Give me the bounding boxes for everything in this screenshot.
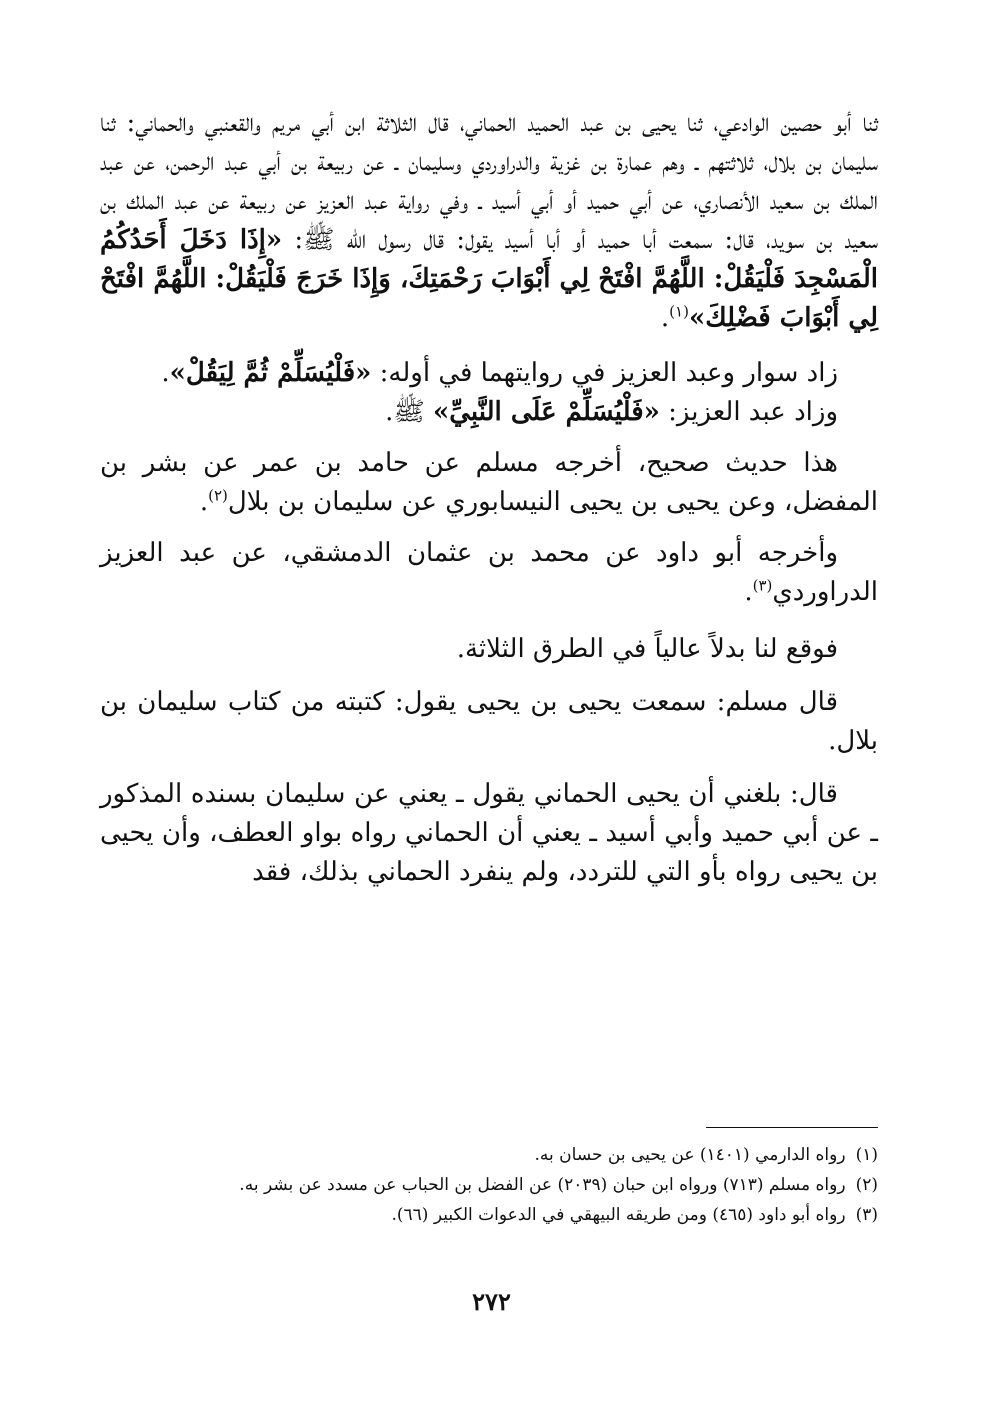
footnote-1 [100, 1140, 878, 1170]
hadith-text: «إِذَا دَخَلَ أَحَدُكُمُ الْمَسْجِدَ فَلْيَقُلْ: اللَّهُمَّ افْتَحْ لِي أَبْوَابَ رَحْمَتِكَ، وَإِذَا خَرَجَ فَلْيَقُلْ: اللَّهُمَّ افْتَحْ لِي أَبْوَابَ فَضْلِكَ» [100, 225, 878, 333]
p2-text: زاد سوار وعبد العزيز في روايتهما في أوله: [371, 358, 838, 388]
main-text [100, 104, 878, 892]
p4-period: . [199, 487, 209, 517]
p2-period: . [161, 358, 170, 388]
p3-quote: «فَلْيُسَلِّمْ عَلَى النَّبِيِّ» [433, 397, 660, 427]
isnad-text: ثنا أبو حصين الوادعي، ثنا يحيى بن عبد الحميد الحماني، قال الثلاثة ابن أبي مريم والقعنبي والحماني: ثنا سليمان بن بلال، ثلاثتهم ـ وهم عمارة بن غزية والدراوردي وسليمان ـ عن ربيعة بن أبي عبد الرحمن، عن عبد الملك بن سعيد الأنصاري، عن أبي حميد أو أبي أسيد ـ وفي رواية عبد العزيز عن ربيعة عن عبد الملك بن سعيد بن سويد، قال: سمعت أبا حميد أو أبا أسيد يقول: قال رسول الله ﷺ: [100, 108, 878, 255]
footnote-text: رواه مسلم (٧١٣) ورواه ابن حبان (٢٠٣٩) عن الفضل بن الحباب عن مسدد عن بشر به. [239, 1175, 846, 1195]
paragraph-grading [100, 444, 878, 522]
footnote-number: (١) [855, 1145, 878, 1165]
footnote-ref-1: (١) [669, 302, 689, 321]
p3-text: وزاد عبد العزيز: [659, 397, 838, 427]
footnote-text: رواه الدارمي (١٤٠١) عن يحيى بن حسان به. [534, 1145, 846, 1165]
footnote-number: (٢) [855, 1175, 878, 1195]
footnote-text: رواه أبو داود (٤٦٥) ومن طريقه البيهقي في الدعوات الكبير (٦٦). [391, 1205, 846, 1225]
p5-period: . [744, 577, 753, 607]
paragraph-abu-dawud [100, 534, 878, 612]
paragraph-conclusion: فوقع لنا بدلاً عالياً في الطرق الثلاثة. [456, 634, 838, 664]
paragraph-addition-abdulaziz [100, 393, 878, 432]
footnote-number: (٣) [855, 1205, 878, 1225]
footnote-2 [100, 1170, 878, 1200]
paragraph-commentary: قال: بلغني أن يحيى الحماني يقول ـ يعني عن سليمان بسنده المذكور ـ عن أبي حميد وأبي أسيد ـ يعني أن الحماني رواه بواو العطف، وأن يحيى بن يحيى رواه بأو التي للتردد، ولم ينفرد الحماني بذلك، فقد [100, 779, 878, 887]
footnote-3 [100, 1200, 878, 1230]
p4-text: هذا حديث صحيح، أخرجه مسلم عن حامد بن عمر عن بشر بن المفضل، وعن يحيى بن يحيى النيسابوري عن سليمان بن بلال [100, 448, 878, 517]
p2-quote: «فَلْيُسَلِّمْ ثُمَّ لِيَقُلْ» [169, 358, 372, 388]
p3-end: ﷺ. [385, 397, 434, 427]
footnotes [100, 1140, 878, 1230]
footnote-ref-3: (٣) [752, 576, 773, 595]
paragraph-isnad [100, 104, 878, 338]
footnote-ref-2: (٢) [208, 486, 228, 505]
paragraph-muslim-quote: قال مسلم: سمعت يحيى بن يحيى يقول: كتبته من كتاب سليمان بن بلال. [100, 687, 878, 756]
p5-text: وأخرجه أبو داود عن محمد بن عثمان الدمشقي، عن عبد العزيز الدراوردي [100, 538, 878, 607]
footnote-separator [706, 1127, 878, 1128]
p1-period: . [660, 303, 670, 333]
paragraph-addition-sawwar [100, 354, 878, 393]
page-number: ٢٧٢ [472, 1287, 511, 1316]
